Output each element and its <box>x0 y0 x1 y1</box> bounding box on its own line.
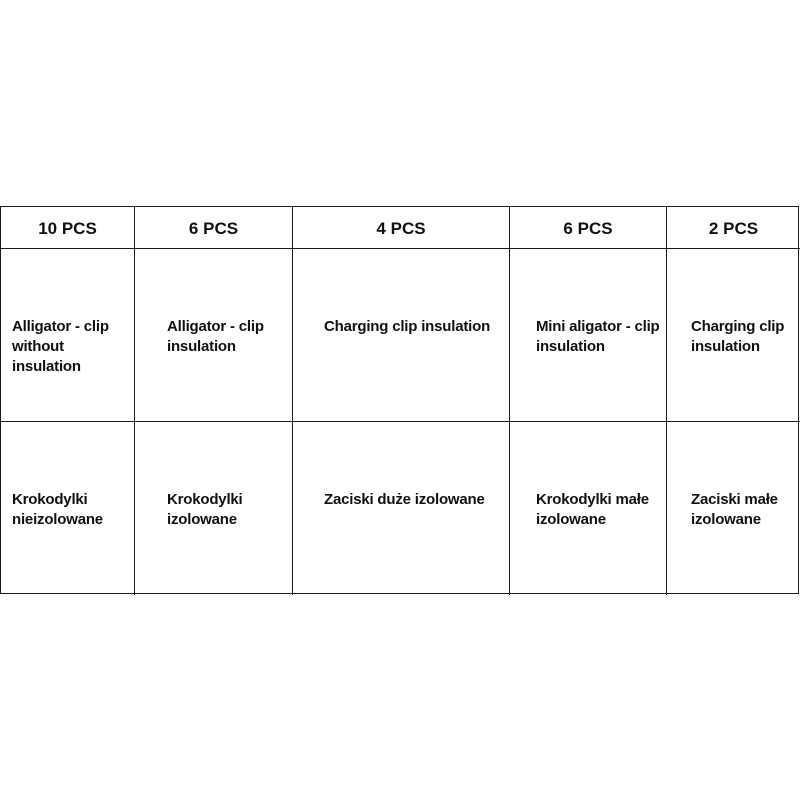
quantity-header-4: 6 PCS <box>510 207 667 249</box>
quantity-header-1: 10 PCS <box>1 207 135 249</box>
polish-description-cell-4 <box>510 422 667 595</box>
polish-description-cell-2 <box>135 422 293 595</box>
english-description-cell-2 <box>135 249 293 422</box>
polish-description-3: Zaciski duże izolowane <box>324 491 485 508</box>
quantity-header-5: 2 PCS <box>667 207 800 249</box>
polish-description-1: Krokodylki nieizolowane <box>12 491 103 528</box>
quantity-header-3: 4 PCS <box>293 207 510 249</box>
quantity-header-2: 6 PCS <box>135 207 293 249</box>
english-description-cell-5 <box>667 249 800 422</box>
polish-description-cell-3 <box>293 422 510 595</box>
polish-description-5: Zaciski małe izolowane <box>691 491 778 528</box>
english-description-cell-3 <box>293 249 510 422</box>
english-description-1: Alligator - clip without insulation <box>12 318 109 375</box>
english-description-5: Charging clip insulation <box>691 318 785 355</box>
product-contents-table <box>0 206 799 594</box>
polish-description-cell-5 <box>667 422 800 595</box>
polish-description-2: Krokodylki izolowane <box>167 491 243 528</box>
english-description-cell-4 <box>510 249 667 422</box>
english-description-cell-1 <box>1 249 135 422</box>
english-description-3: Charging clip insulation <box>324 318 491 335</box>
polish-description-cell-1 <box>1 422 135 595</box>
polish-description-4: Krokodylki małe izolowane <box>536 491 649 528</box>
english-description-2: Alligator - clip insulation <box>167 318 264 355</box>
english-description-4: Mini aligator - clip insulation <box>536 318 660 355</box>
